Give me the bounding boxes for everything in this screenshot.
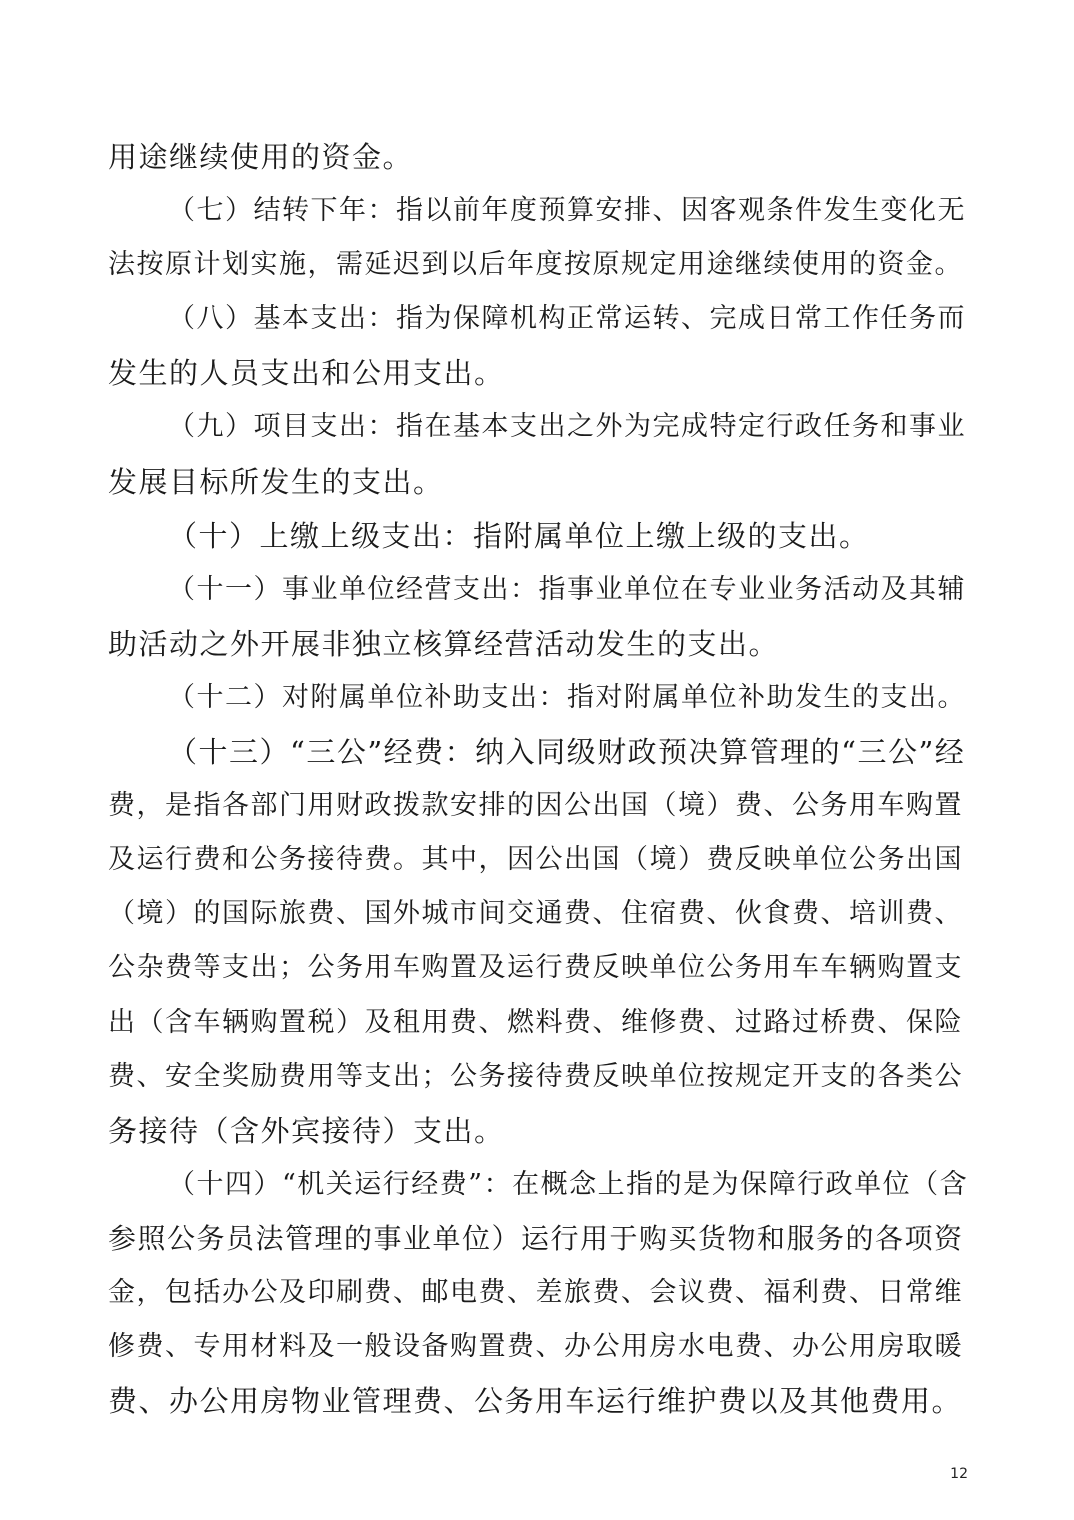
text-line: 出（含车辆购置税）及租用费、燃料费、维修费、过路过桥费、保险 xyxy=(108,1006,963,1038)
text-line: 法按原计划实施，需延迟到以后年度按原规定用途继续使用的资金。 xyxy=(108,249,963,281)
text-line: 费、办公用房物业管理费、公务用车运行维护费以及其他费用。 xyxy=(108,1384,963,1419)
body-text xyxy=(108,130,968,1428)
text-line: （十三）“三公”经费：纳入同级财政预决算管理的“三公”经 xyxy=(168,735,966,770)
text-line: （十一）事业单位经营支出：指事业单位在专业业务活动及其辅 xyxy=(168,573,966,605)
text-line: 公杂费等支出；公务用车购置及运行费反映单位公务用车车辆购置支 xyxy=(108,952,963,984)
text-line: （八）基本支出：指为保障机构正常运转、完成日常工作任务而 xyxy=(168,303,966,335)
text-line: 费，是指各部门用财政拨款安排的因公出国（境）费、公务用车购置 xyxy=(108,790,963,822)
text-line: 务接待（含外宾接待）支出。 xyxy=(108,1113,505,1148)
text-line: 金，包括办公及印刷费、邮电费、差旅费、会议费、福利费、日常维 xyxy=(108,1276,963,1308)
text-line: （七）结转下年：指以前年度预算安排、因客观条件发生变化无 xyxy=(168,195,966,227)
text-line: （境）的国际旅费、国外城市间交通费、住宿费、伙食费、培训费、 xyxy=(108,898,963,930)
page-number: 12 xyxy=(950,1466,968,1482)
text-line: 发展目标所发生的支出。 xyxy=(108,464,444,499)
text-line: 费、安全奖励费用等支出；公务接待费反映单位按规定开支的各类公 xyxy=(108,1060,963,1092)
text-line: 发生的人员支出和公用支出。 xyxy=(108,356,505,391)
text-line: 参照公务员法管理的事业单位）运行用于购买货物和服务的各项资 xyxy=(108,1221,964,1255)
text-line: （十四）“机关运行经费”：在概念上指的是为保障行政单位（含 xyxy=(168,1168,969,1200)
text-line: （九）项目支出：指在基本支出之外为完成特定行政任务和事业 xyxy=(168,411,966,443)
text-line: 用途继续使用的资金。 xyxy=(108,140,414,174)
text-line: 及运行费和公务接待费。其中，因公出国（境）费反映单位公务出国 xyxy=(108,844,963,876)
text-line: 助活动之外开展非独立核算经营活动发生的支出。 xyxy=(108,626,780,661)
text-line: （十）上缴上级支出：指附属单位上缴上级的支出。 xyxy=(168,518,870,553)
text-line: 修费、专用材料及一般设备购置费、办公用房水电费、办公用房取暖 xyxy=(108,1331,963,1363)
text-line: （十二）对附属单位补助支出：指对附属单位补助发生的支出。 xyxy=(168,681,966,713)
